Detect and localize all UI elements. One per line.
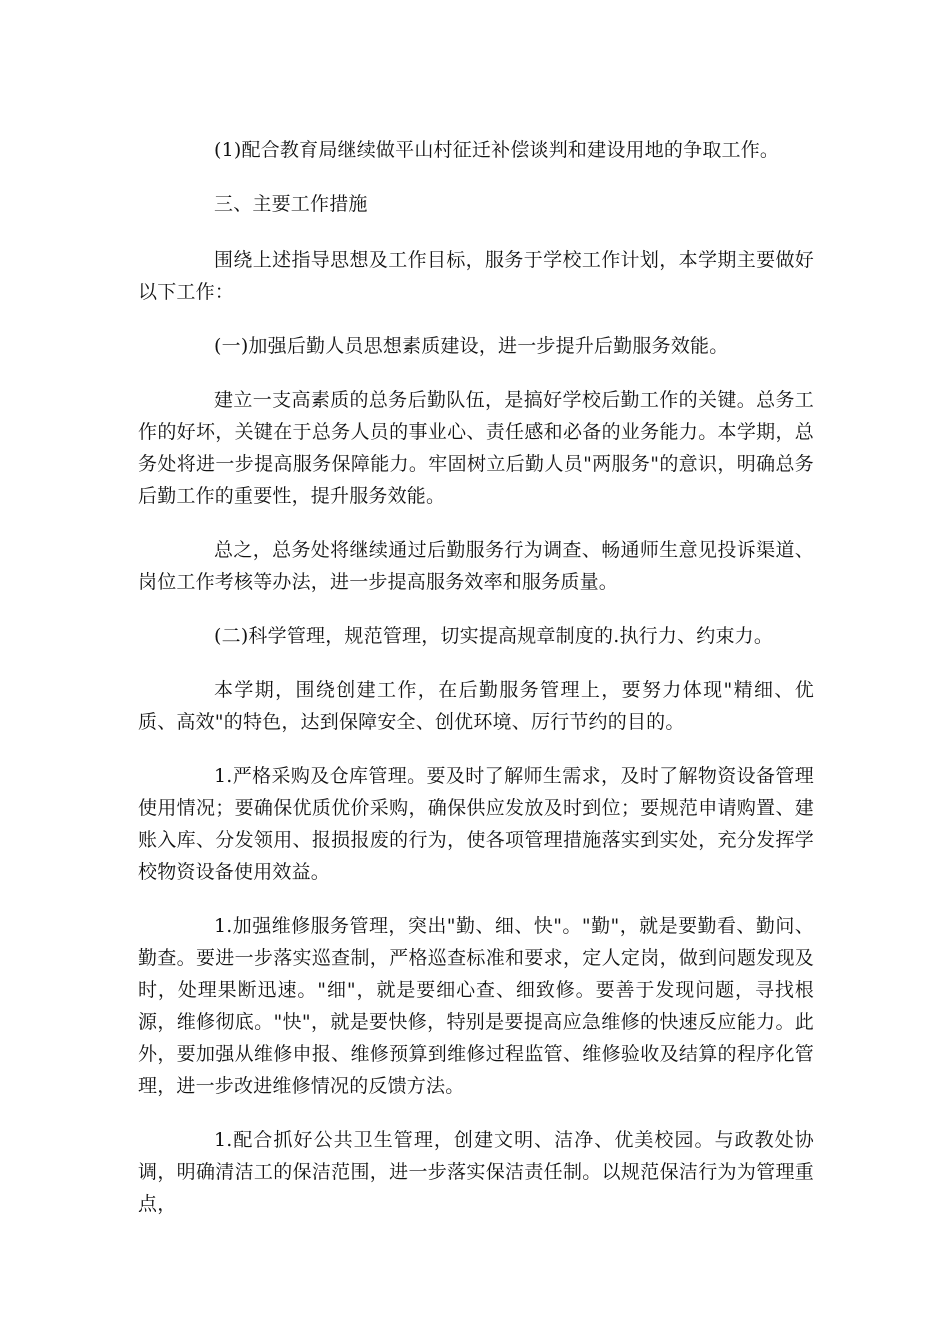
paragraph-intro: 围绕上述指导思想及工作目标，服务于学校工作计划，本学期主要做好以下工作： — [138, 249, 814, 303]
paragraph-semester: 本学期，围绕创建工作，在后勤服务管理上，要努力体现"精细、优质、高效"的特色，达到保障安全、创优环境、厉行节约的目的。 — [138, 679, 814, 733]
document-body — [138, 134, 814, 1242]
subheading-1: (一)加强后勤人员思想素质建设，进一步提升后勤服务效能。 — [214, 335, 729, 357]
section-heading-3: 三、主要工作措施 — [214, 193, 368, 215]
paragraph-1: (1)配合教育局继续做平山村征迁补偿谈判和建设用地的争取工作。 — [214, 139, 780, 161]
subheading-2: (二)科学管理，规范管理，切实提高规章制度的.执行力、约束力。 — [214, 625, 774, 647]
paragraph-maintenance: 1.加强维修服务管理，突出"勤、细、快"。"勤"，就是要勤看、勤问、勤查。要进一步落实巡查制，严格巡查标准和要求，定人定岗，做到问题发现及时，处理果断迅速。"细"，就是要细心查、细致修。要善于发现问题，寻找根源，维修彻底。"快"，就是要快修，特别是要提高应急维修的快速反应能力。此外，要加强从维修申报、维修预算到维修过程监管、维修验收及结算的程序化管理，进一步改进维修情况的反馈方法。 — [138, 915, 814, 1097]
paragraph-procurement: 1.严格采购及仓库管理。要及时了解师生需求，及时了解物资设备管理使用情况；要确保优质优价采购，确保供应发放及时到位；要规范申请购置、建账入库、分发领用、报损报废的行为，使各项管理措施落实到实处，充分发挥学校物资设备使用效益。 — [138, 765, 814, 883]
paragraph-team: 建立一支高素质的总务后勤队伍，是搞好学校后勤工作的关键。总务工作的好坏，关键在于总务人员的事业心、责任感和必备的业务能力。本学期，总务处将进一步提高服务保障能力。牢固树立后勤人员"两服务"的意识，明确总务后勤工作的重要性，提升服务效能。 — [138, 389, 814, 507]
paragraph-summary: 总之，总务处将继续通过后勤服务行为调查、畅通师生意见投诉渠道、岗位工作考核等办法，进一步提高服务效率和服务质量。 — [138, 539, 814, 593]
paragraph-hygiene: 1.配合抓好公共卫生管理，创建文明、洁净、优美校园。与政教处协调，明确清洁工的保洁范围，进一步落实保洁责任制。以规范保洁行为为管理重点， — [138, 1129, 814, 1215]
